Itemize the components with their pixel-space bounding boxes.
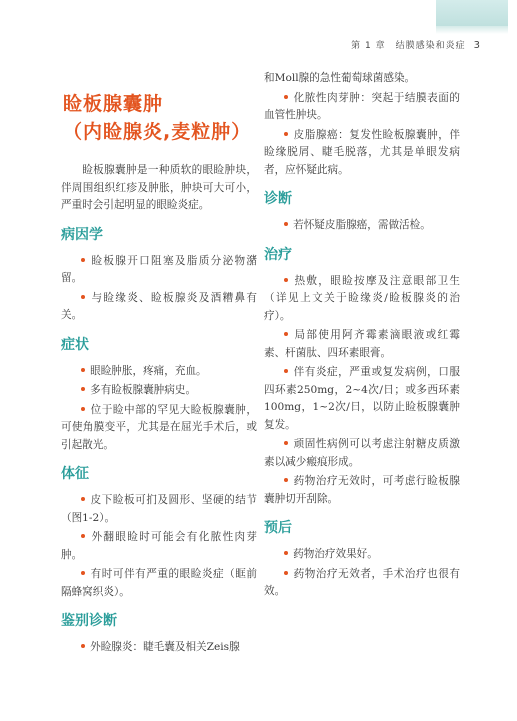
list-item: 化脓性肉芽肿：突起于结膜表面的血管性肿块。 bbox=[264, 91, 460, 121]
list-item: 药物治疗效果好。 bbox=[264, 546, 460, 564]
list-item: 位于睑中部的罕见大睑板腺囊肿，可使角膜变平，尤其是在屈光手术后，或引起散光。 bbox=[61, 403, 257, 451]
heading-symptoms: 症状 bbox=[61, 336, 89, 353]
continued-text: 和Moll腺的急性葡萄球菌感染。 bbox=[264, 72, 416, 84]
article-title bbox=[63, 90, 263, 146]
list-item: 局部使用阿齐霉素滴眼液或红霉素、杆菌肽、四环素眼膏。 bbox=[264, 329, 460, 359]
bullet-icon bbox=[284, 571, 288, 575]
bullet-icon bbox=[284, 132, 288, 136]
list-item: 药物治疗无效者，手术治疗也很有效。 bbox=[264, 567, 460, 597]
list-item: 药物治疗无效时，可考虑行睑板腺囊肿切开刮除。 bbox=[264, 475, 460, 505]
right-column bbox=[264, 70, 460, 603]
intro-paragraph: 睑板腺囊肿是一种质软的眼睑肿块，伴周围组织红疹及肿胀，肿块可大可小，严重时会引起明显的眼睑炎症。 bbox=[61, 164, 257, 211]
bullet-icon bbox=[284, 478, 288, 482]
list-item: 外睑腺炎：睫毛囊及相关Zeis腺 bbox=[61, 639, 257, 657]
title-line-2: （内睑腺炎,麦粒肿） bbox=[63, 121, 252, 143]
list-item: 睑板腺开口阻塞及脂质分泌物潴留。 bbox=[61, 254, 257, 284]
list-item: 有时可伴有严重的眼睑炎症（眶前隔蜂窝织炎）。 bbox=[61, 568, 257, 598]
bullet-icon bbox=[284, 222, 288, 226]
bullet-icon bbox=[81, 571, 85, 575]
heading-signs: 体征 bbox=[61, 466, 89, 482]
list-item: 与睑缘炎、睑板腺炎及酒糟鼻有关。 bbox=[61, 291, 257, 321]
bullet-icon bbox=[81, 295, 85, 299]
heading-etiology: 病因学 bbox=[61, 226, 103, 243]
bullet-icon bbox=[284, 551, 288, 555]
bullet-icon bbox=[81, 368, 85, 372]
bullet-icon bbox=[284, 95, 288, 99]
heading-diagnosis: 诊断 bbox=[264, 191, 292, 207]
list-item: 若怀疑皮脂腺癌，需做活检。 bbox=[264, 217, 460, 235]
list-item: 顽固性病例可以考虑注射糖皮质激素以减少瘢痕形成。 bbox=[264, 438, 460, 468]
bullet-icon bbox=[81, 258, 85, 262]
bullet-icon bbox=[284, 332, 288, 336]
heading-prognosis: 预后 bbox=[264, 520, 292, 536]
bullet-icon bbox=[81, 407, 85, 411]
tab-decoration bbox=[436, 0, 508, 26]
bullet-icon bbox=[81, 497, 85, 501]
bullet-icon bbox=[284, 369, 288, 373]
list-item: 多有睑板腺囊肿病史。 bbox=[61, 382, 257, 400]
chapter-title: 第 1 章 结膜感染和炎症 bbox=[351, 41, 466, 51]
bullet-icon bbox=[81, 534, 85, 538]
list-item: 热敷，眼睑按摩及注意眼部卫生（详见上文关于睑缘炎/睑板腺炎的治疗）。 bbox=[264, 274, 460, 322]
bullet-icon bbox=[81, 644, 85, 648]
list-item: 皮脂腺癌：复发性睑板腺囊肿，伴睑缘脱屑、睫毛脱落，尤其是单眼发病者，应怀疑此病。 bbox=[264, 128, 460, 176]
heading-differential: 鉴别诊断 bbox=[61, 613, 117, 629]
running-head bbox=[351, 38, 481, 51]
heading-treatment: 治疗 bbox=[264, 246, 292, 263]
list-item: 伴有炎症，严重或复发病例，口服四环素250mg，2~4次/日；或多西环素100mg，1~2次/日，以防止睑板腺囊肿复发。 bbox=[264, 366, 460, 431]
list-item: 外翻眼睑时可能会有化脓性肉芽肿。 bbox=[61, 531, 257, 561]
title-line-1: 睑板腺囊肿 bbox=[63, 93, 164, 115]
bullet-icon bbox=[284, 278, 288, 282]
bullet-icon bbox=[81, 387, 85, 391]
left-column bbox=[61, 162, 257, 659]
list-item: 眼睑肿胀，疼痛，充血。 bbox=[61, 363, 257, 381]
list-item: 皮下睑板可扪及圆形、坚硬的结节（图1-2）。 bbox=[61, 494, 257, 524]
page-number: 3 bbox=[473, 40, 481, 51]
bullet-icon bbox=[284, 441, 288, 445]
